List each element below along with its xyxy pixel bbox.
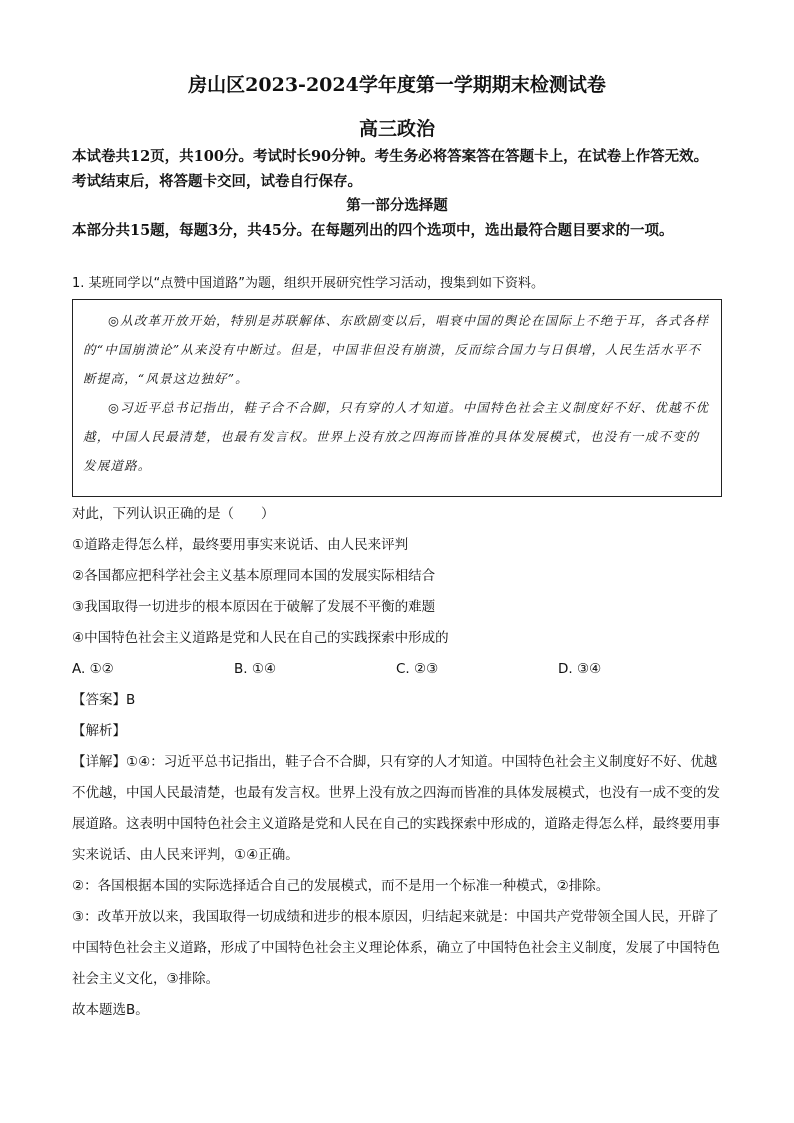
option-d: D. ③④: [558, 661, 602, 677]
material-box: [72, 299, 722, 497]
exam-subject: 高三政治: [358, 118, 435, 140]
part1-desc-block: [72, 218, 722, 243]
part1-heading-block: [72, 193, 722, 218]
question-stem-block: [72, 274, 722, 294]
analysis-label: 【解析】: [72, 723, 126, 739]
question-prompt: 对此，下列认识正确的是（ ）: [72, 506, 275, 522]
explanation-3: ③：改革开放以来，我国取得一切成绩和进步的根本原因，归结起来就是：中国共产党带领全国人民，开辟了中国特色社会主义道路，形成了中国特色社会主义理论体系，确立了中国特色社会主义制度，发展了中国特色社会主义文化，③排除。: [72, 909, 720, 987]
statement-2: ②各国都应把科学社会主义基本原理同本国的发展实际相结合: [72, 568, 436, 584]
option-c: C. ②③: [396, 661, 439, 677]
question-stem: 1. 某班同学以“点赞中国道路”为题，组织开展研究性学习活动，搜集到如下资料。: [72, 276, 545, 291]
conclusion: 故本题选B。: [72, 1002, 149, 1018]
answer-line: 【答案】B: [72, 692, 136, 708]
exam-title: 房山区2023-2024学年度第一学期期末检测试卷: [188, 74, 606, 96]
answer-options: [72, 654, 722, 685]
material-paragraph: ◎习近平总书记指出，鞋子合不合脚，只有穿的人才知道。中国特色社会主义制度好不好、优越不优越，中国人民最清楚，也最有发言权。世界上没有放之四海而皆准的具体发展模式，也没有一成不变的发展道路。: [83, 400, 710, 473]
part1-heading: 第一部分选择题: [346, 197, 448, 214]
statement-3: ③我国取得一切进步的根本原因在于破解了发展不平衡的难题: [72, 599, 436, 615]
statement-1: ①道路走得怎么样，最终要用事实来说话、由人民来评判: [72, 537, 409, 553]
instructions-text: 本试卷共12页，共100分。考试时长90分钟。考生务必将答案答在答题卡上，在试卷上作答无效。考试结束后，将答题卡交回，试卷自行保存。: [72, 148, 709, 190]
option-a: A. ①②: [72, 661, 114, 677]
question-body: [72, 499, 722, 1026]
instructions-block: [72, 144, 722, 194]
part1-desc: 本部分共15题，每题3分，共45分。在每题列出的四个选项中，选出最符合题目要求的一项。: [72, 222, 674, 239]
explanation-2: ②：各国根据本国的实际选择适合自己的发展模式，而不是用一个标准一种模式，②排除。: [72, 878, 610, 894]
option-b: B. ①④: [234, 661, 277, 677]
statement-4: ④中国特色社会主义道路是党和人民在自己的实践探索中形成的: [72, 630, 449, 646]
material-paragraph: ◎从改革开放开始，特别是苏联解体、东欧剧变以后，唱衰中国的舆论在国际上不绝于耳，各式各样的“中国崩溃论”从来没有中断过。但是，中国非但没有崩溃，反而综合国力与日俱增，人民生活水平不断提高，“风景这边独好”。: [83, 313, 710, 386]
detail-explanation: 【详解】①④：习近平总书记指出，鞋子合不合脚，只有穿的人才知道。中国特色社会主义制度好不好、优越不优越，中国人民最清楚，也最有发言权。世界上没有放之四海而皆准的具体发展模式，也没有一成不变的发展道路。这表明中国特色社会主义道路是党和人民在自己的实践探索中形成的，道路走得怎么样，最终要用事实来说话、由人民来评判，①④正确。: [72, 754, 720, 863]
